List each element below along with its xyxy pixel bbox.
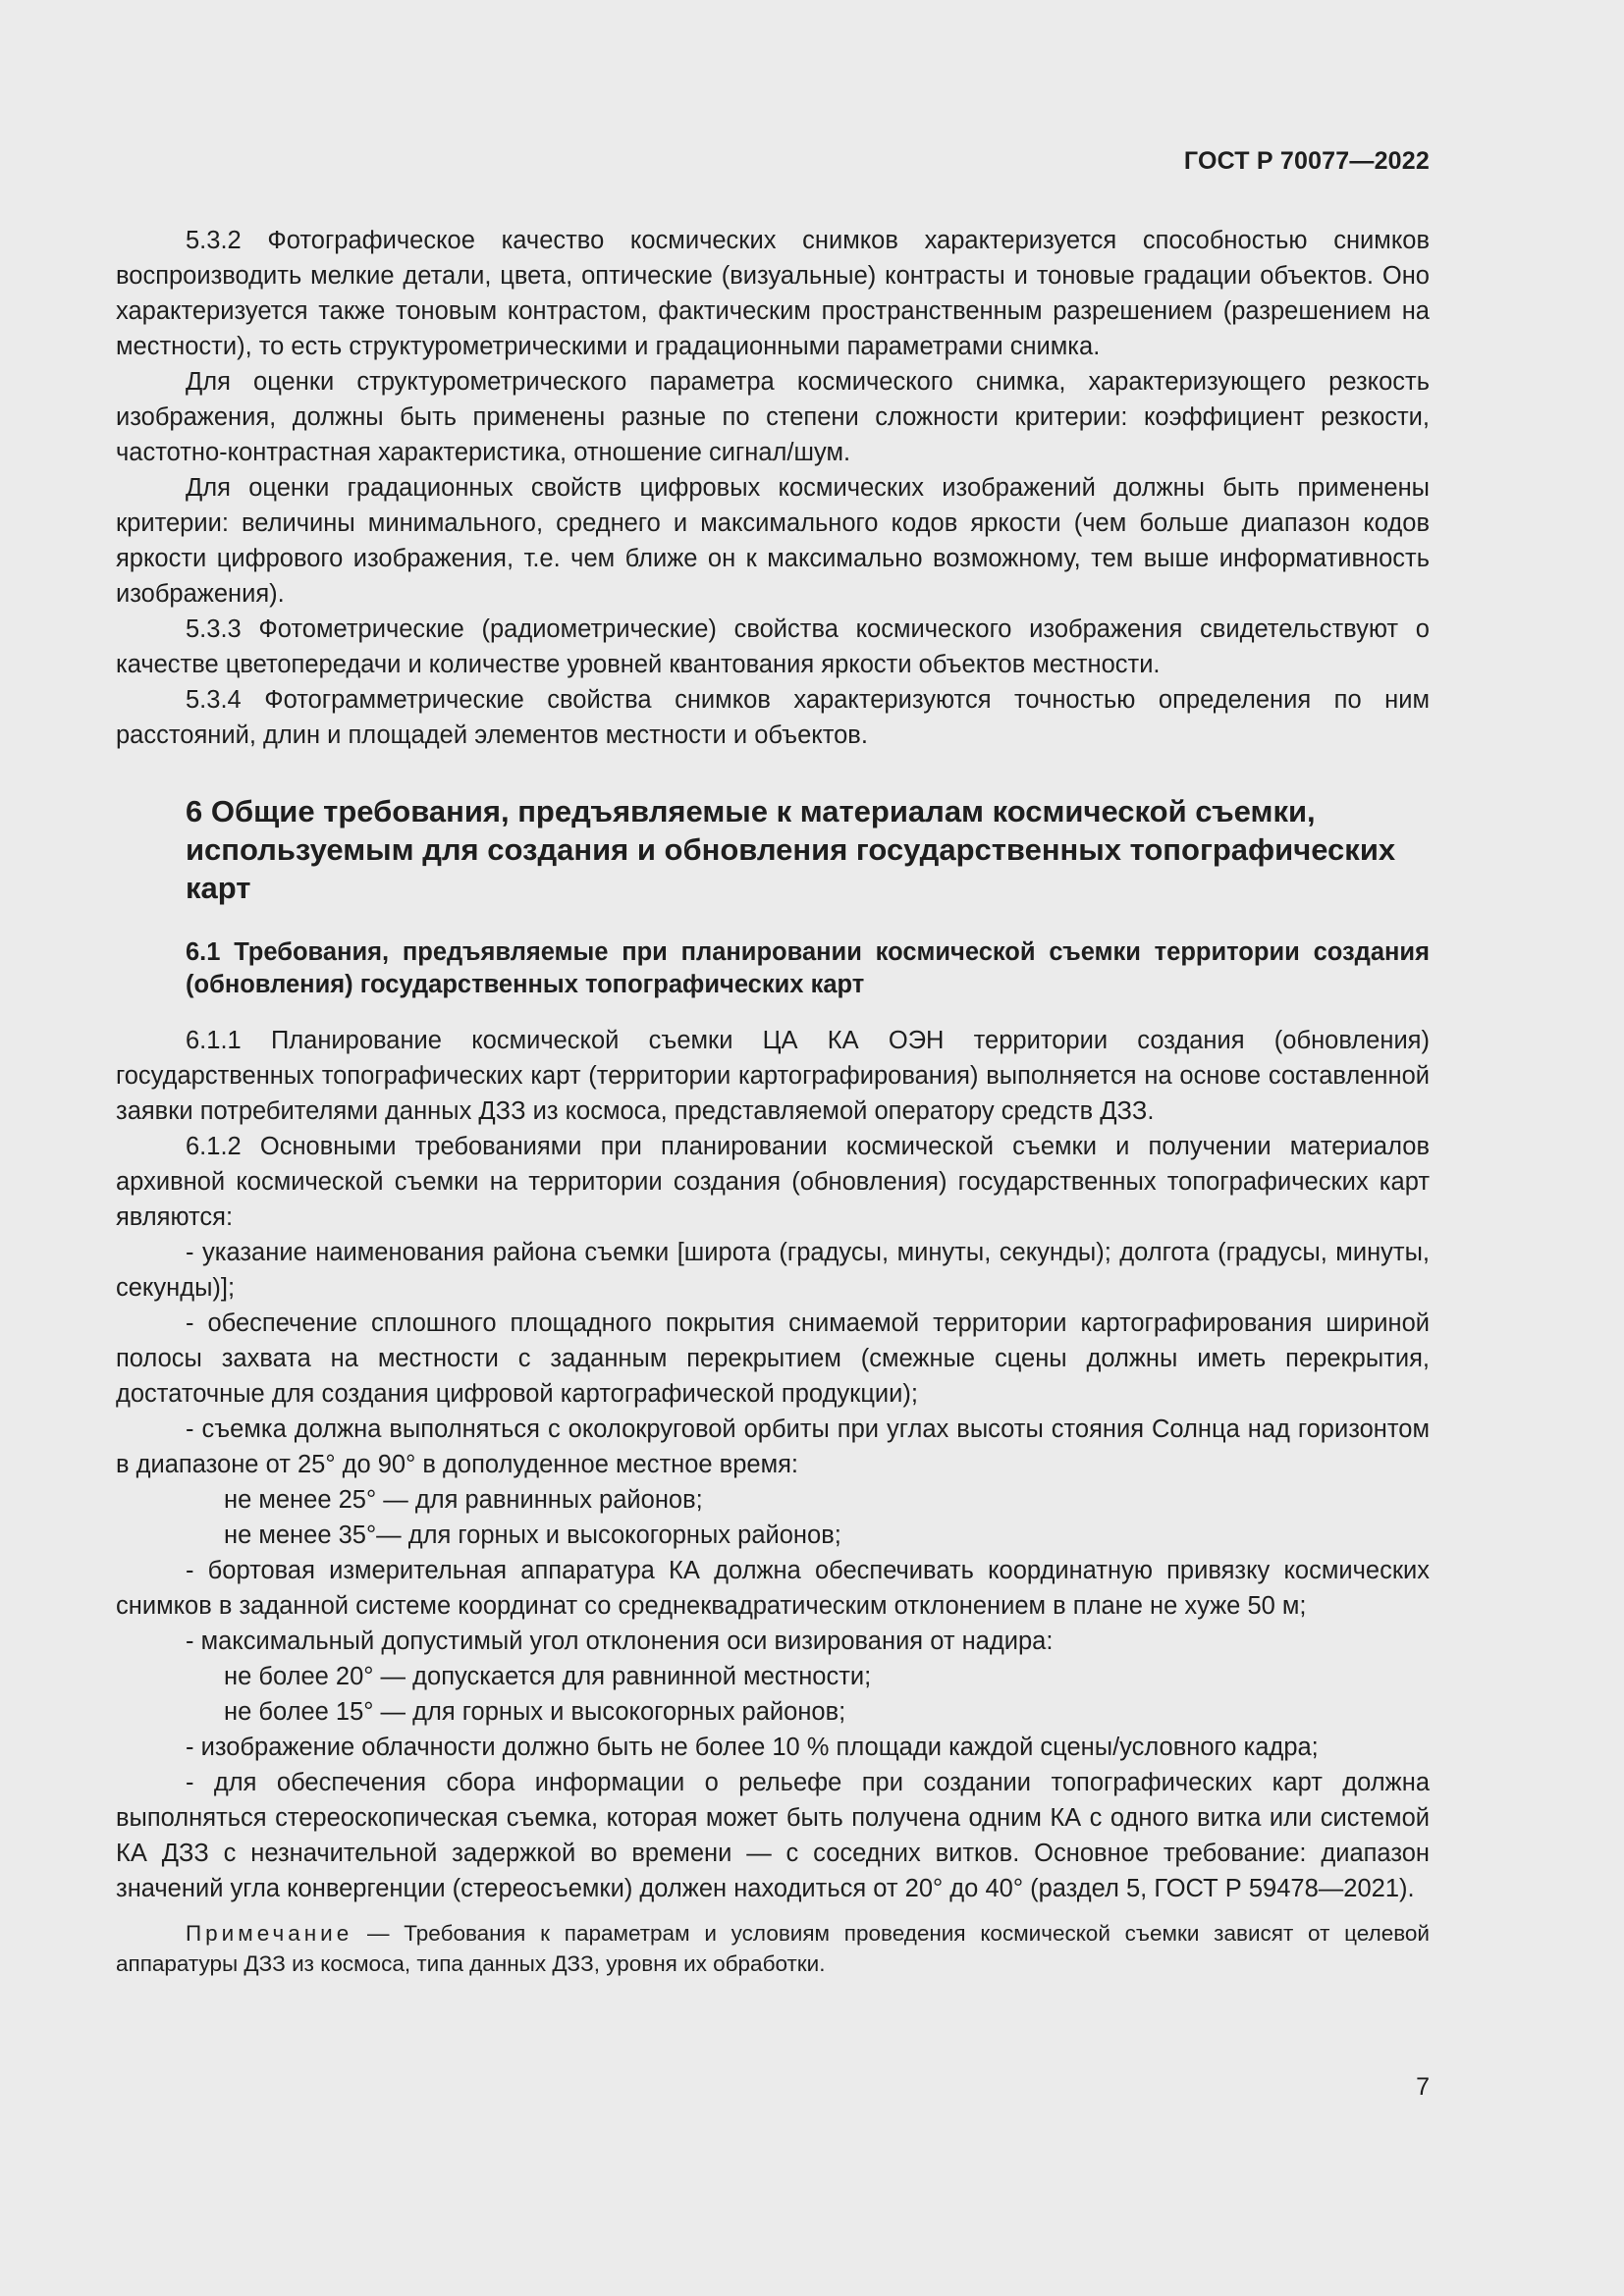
- section-6-heading: 6 Общие требования, предъявляемые к материалам космической съемки, используемым для создания и обновления государственных топографических карт: [186, 794, 1396, 905]
- note-label: Примечание: [186, 1921, 353, 1946]
- sublist-item-plain-sun: не менее 25° — для равнинных районов;: [224, 1486, 703, 1514]
- list-item-region-name: - указание наименования района съемки [широта (градусы, минуты, секунды); долгота (градусы, минуты, секунды)];: [116, 1239, 1430, 1302]
- page-content: [116, 223, 1430, 1979]
- paragraph-5-3-2: 5.3.2 Фотографическое качество космических снимков характеризуется способностью снимков воспроизводить мелкие детали, цвета, оптические (визуальные) контрасты и тоновые градации объектов. Оно характеризуется также тоновым контрастом, фактическим пространственным разрешением (разрешением на местности), то есть структурометрическими и градационными параметрами снимка.: [116, 227, 1430, 360]
- paragraph-6-1-1: 6.1.1 Планирование космической съемки ЦА КА ОЭН территории создания (обновления) государственных топографических карт (территории картографирования) выполняется на основе составленной заявки потребителями данных ДЗЗ из космоса, представляемой оператору средств ДЗЗ.: [116, 1027, 1430, 1125]
- list-item-nadir-angle: - максимальный допустимый угол отклонения оси визирования от надира:: [186, 1628, 1054, 1655]
- paragraph-5-3-4: 5.3.4 Фотограмметрические свойства снимков характеризуются точностью определения по ним расстояний, длин и площадей элементов местности и объектов.: [116, 686, 1430, 749]
- paragraph-gradation: Для оценки градационных свойств цифровых космических изображений должны быть применены критерии: величины минимального, среднего и максимального кодов яркости (чем больше диапазон кодов яркости цифрового изображения, т.е. чем ближе он к максимально возможному, тем выше информативность изображения).: [116, 474, 1430, 608]
- list-item-coverage: - обеспечение сплошного площадного покрытия снимаемой территории картографирования шириной полосы захвата на местности с заданным перекрытием (смежные сцены должны иметь перекрытия, достаточные для создания цифровой картографической продукции);: [116, 1309, 1430, 1408]
- list-item-cloudiness: - изображение облачности должно быть не более 10 % площади каждой сцены/условного кадра;: [186, 1734, 1319, 1761]
- note-text: — Требования к параметрам и условиям проведения космической съемки зависят от целевой аппаратуры ДЗЗ из космоса, типа данных ДЗЗ, уровня их обработки.: [116, 1921, 1430, 1976]
- subsection-6-1-heading: 6.1 Требования, предъявляемые при планировании космической съемки территории создания (обновления) государственных топографических карт: [186, 938, 1430, 998]
- note: [116, 1918, 1430, 1979]
- document-id-header: ГОСТ Р 70077—2022: [1183, 147, 1430, 175]
- paragraph-6-1-2: 6.1.2 Основными требованиями при планировании космической съемки и получении материалов архивной космической съемки на территории создания (обновления) государственных топографических карт являются:: [116, 1133, 1430, 1231]
- paragraph-5-3-3: 5.3.3 Фотометрические (радиометрические) свойства космического изображения свидетельствуют о качестве цветопередачи и количестве уровней квантования яркости объектов местности.: [116, 615, 1430, 678]
- list-item-georeference: - бортовая измерительная аппаратура КА должна обеспечивать координатную привязку космических снимков в заданной системе координат со среднеквадратическим отклонением в плане не хуже 50 м;: [116, 1557, 1430, 1620]
- sublist-item-plain-angle: не более 20° — допускается для равнинной местности;: [224, 1663, 872, 1690]
- paragraph-structurometric: Для оценки структурометрического параметра космического снимка, характеризующего резкость изображения, должны быть применены разные по степени сложности критерии: коэффициент резкости, частотно-контрастная характеристика, отношение сигнал/шум.: [116, 368, 1430, 466]
- page-number: 7: [1416, 2073, 1430, 2101]
- sublist-item-mountain-angle: не более 15° — для горных и высокогорных районов;: [224, 1698, 846, 1726]
- list-item-stereo: - для обеспечения сбора информации о рельефе при создании топографических карт должна выполняться стереоскопическая съемка, которая может быть получена одним КА с одного витка или системой КА ДЗЗ с незначительной задержкой во времени — с соседних витков. Основное требование: диапазон значений угла конвергенции (стереосъемки) должен находиться от 20° до 40° (раздел 5, ГОСТ Р 59478—2021).: [116, 1769, 1430, 1902]
- list-item-orbit: - съемка должна выполняться с околокруговой орбиты при углах высоты стояния Солнца над горизонтом в диапазоне от 25° до 90° в дополуденное местное время:: [116, 1415, 1430, 1478]
- sublist-item-mountain-sun: не менее 35°— для горных и высокогорных районов;: [224, 1522, 841, 1549]
